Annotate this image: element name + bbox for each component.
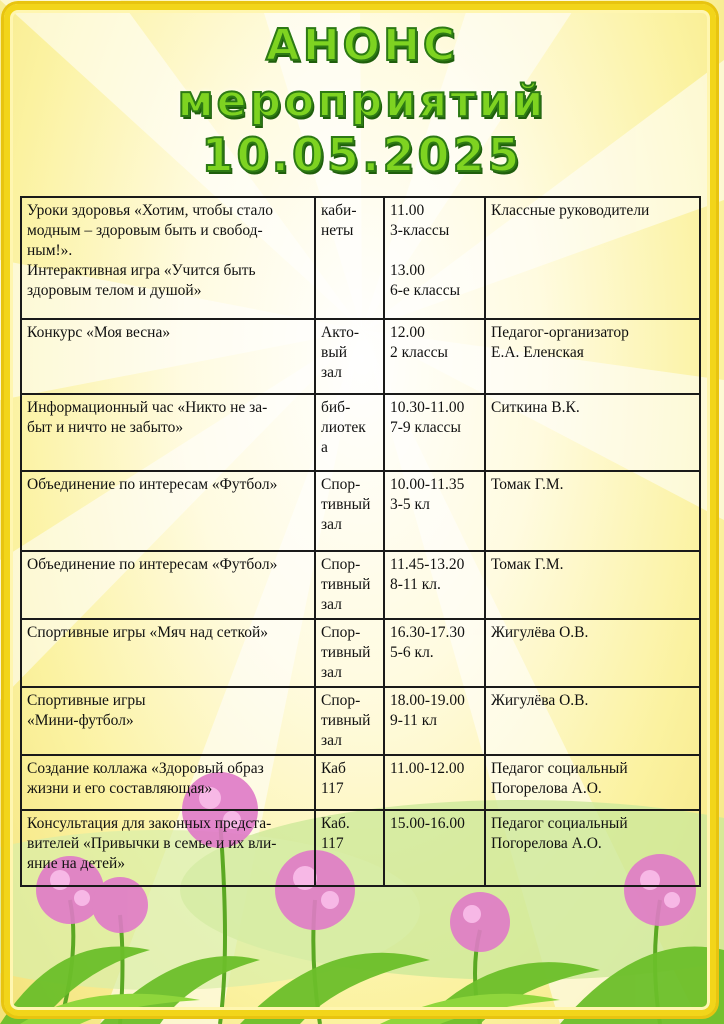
table-row — [21, 394, 700, 471]
event-place: каби- неты — [315, 197, 384, 319]
table-row — [21, 687, 700, 755]
event-time: 11.00-12.00 — [384, 755, 485, 810]
table-row — [21, 810, 700, 886]
event-name: Конкурс «Моя весна» — [21, 319, 315, 394]
event-time: 12.00 2 классы — [384, 319, 485, 394]
event-place: Каб 117 — [315, 755, 384, 810]
event-time: 11.00 3-классы 13.00 6-е классы — [384, 197, 485, 319]
event-place: Спор- тивный зал — [315, 551, 384, 619]
event-name: Объединение по интересам «Футбол» — [21, 471, 315, 551]
event-place: Спор- тивный зал — [315, 687, 384, 755]
event-time: 10.30-11.00 7-9 классы — [384, 394, 485, 471]
event-time: 15.00-16.00 — [384, 810, 485, 886]
title-line-2: мероприятий — [177, 76, 547, 127]
table-row — [21, 619, 700, 687]
event-name: Уроки здоровья «Хотим, чтобы стало модным – здоровым быть и свобод- ным!». Интерактивная игра «Учится быть здоровым телом и душой» — [21, 197, 315, 319]
table-row — [21, 551, 700, 619]
event-name: Спортивные игры «Мяч над сеткой» — [21, 619, 315, 687]
event-responsible: Педагог социальный Погорелова А.О. — [485, 810, 700, 886]
event-responsible: Томак Г.М. — [485, 471, 700, 551]
event-name: Информационный час «Никто не за- быт и ничто не забыто» — [21, 394, 315, 471]
event-responsible: Классные руководители — [485, 197, 700, 319]
title-line-1: АНОНС — [265, 20, 459, 71]
events-table — [20, 196, 701, 887]
event-place: Каб. 117 — [315, 810, 384, 886]
event-place: биб- лиотек а — [315, 394, 384, 471]
table-row — [21, 319, 700, 394]
event-place: Спор- тивный зал — [315, 619, 384, 687]
event-time: 11.45-13.20 8-11 кл. — [384, 551, 485, 619]
title-date: 10.05.2025 — [201, 128, 523, 182]
event-name: Создание коллажа «Здоровый образ жизни и его составляющая» — [21, 755, 315, 810]
event-name: Спортивные игры «Мини-футбол» — [21, 687, 315, 755]
event-time: 18.00-19.00 9-11 кл — [384, 687, 485, 755]
event-name: Объединение по интересам «Футбол» — [21, 551, 315, 619]
event-time: 10.00-11.35 3-5 кл — [384, 471, 485, 551]
event-place: Акто- вый зал — [315, 319, 384, 394]
event-responsible: Жигулёва О.В. — [485, 687, 700, 755]
event-responsible: Жигулёва О.В. — [485, 619, 700, 687]
table-row — [21, 755, 700, 810]
event-name: Консультация для законных предста- вителей «Привычки в семье и их вли- яние на детей» — [21, 810, 315, 886]
event-responsible: Ситкина В.К. — [485, 394, 700, 471]
event-place: Спор- тивный зал — [315, 471, 384, 551]
event-responsible: Томак Г.М. — [485, 551, 700, 619]
event-time: 16.30-17.30 5-6 кл. — [384, 619, 485, 687]
table-row — [21, 197, 700, 319]
event-responsible: Педагог социальный Погорелова А.О. — [485, 755, 700, 810]
event-responsible: Педагог-организатор Е.А. Еленская — [485, 319, 700, 394]
table-row — [21, 471, 700, 551]
